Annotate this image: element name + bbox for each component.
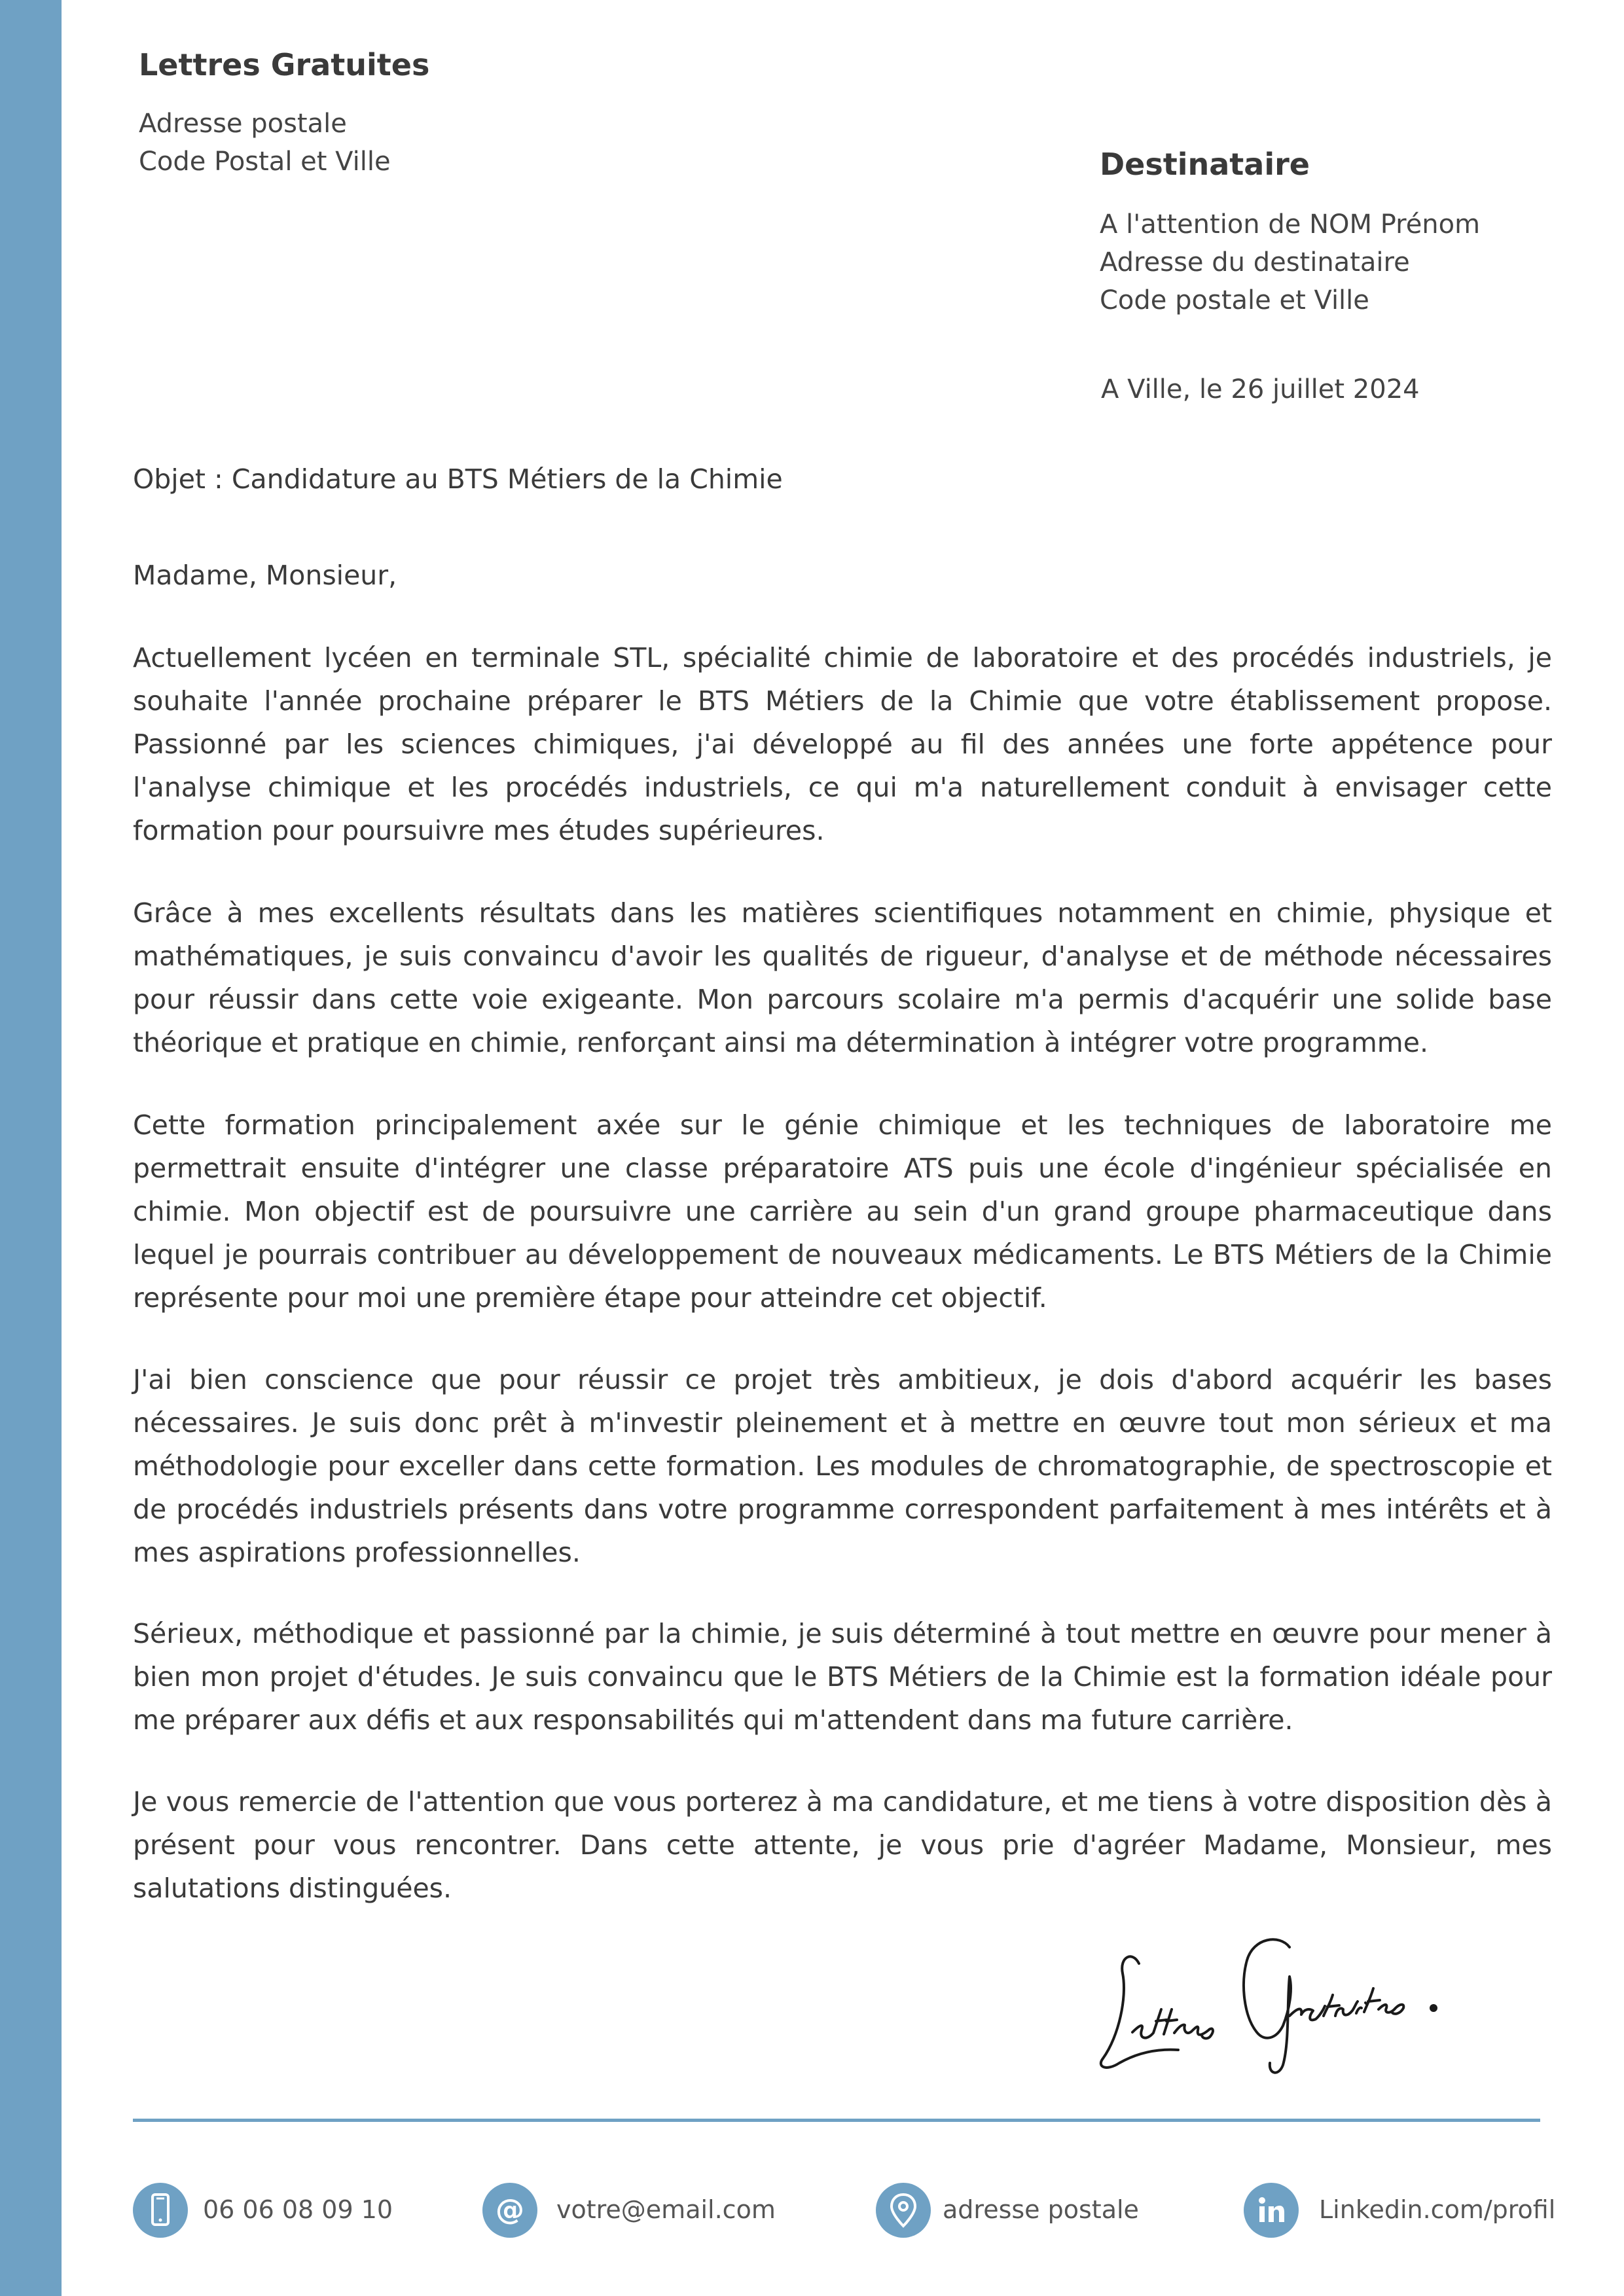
handwritten-signature xyxy=(1093,1911,1486,2081)
sender-city: Code Postal et Ville xyxy=(139,147,391,177)
recipient-title: Destinataire xyxy=(1100,147,1310,182)
sender-address: Adresse postale xyxy=(139,109,347,139)
body-paragraph-4: J'ai bien conscience que pour réussir ce projet très ambitieux, je dois d'abord acquérir les bases nécessaires. Je suis donc prêt à m'investir pleinement et à mettre en œuvre tout mon sérieux et ma méthodologie pour exceller dans cette formation. Les modules de chromatographie, de spectroscopie et de procédés industriels présents dans votre programme correspondent parfaitement à mes intérêts et à mes aspirations professionnelles. xyxy=(133,1364,1552,1568)
footer-linkedin[interactable]: Linkedin.com/profil xyxy=(1319,2195,1556,2224)
body-paragraph-3: Cette formation principalement axée sur le génie chimique et les techniques de laboratoire me permettrait ensuite d'intégrer une classe préparatoire ATS puis une école d'ingénieur spécialisée en chimie. Mon objectif est de poursuivre une carrière au sein d'un grand groupe pharmaceutique dans lequel je pourrais contribuer au développement de nouveaux médicaments. Le BTS Métiers de la Chimie représente pour moi une première étape pour atteindre cet objectif. xyxy=(133,1109,1552,1314)
phone-icon xyxy=(133,2183,188,2238)
recipient-city: Code postale et Ville xyxy=(1100,285,1369,315)
side-accent-bar xyxy=(0,0,62,2296)
svg-text:@: @ xyxy=(496,2193,524,2227)
letter-salutation: Madame, Monsieur, xyxy=(133,560,397,591)
body-paragraph-2: Grâce à mes excellents résultats dans les matières scientifiques notamment en chimie, physique et mathématiques, je suis convaincu d'avoir les qualités de rigueur, d'analyse et de méthode nécessaires pour réussir dans cette voie exigeante. Mon parcours scolaire m'a permis d'acquérir une solide base théorique et pratique en chimie, renforçant ainsi ma détermination à intégrer votre programme. xyxy=(133,897,1552,1058)
email-icon xyxy=(482,2183,537,2238)
linkedin-icon xyxy=(1244,2183,1299,2238)
footer-phone: 06 06 08 09 10 xyxy=(203,2195,393,2224)
footer-address: adresse postale xyxy=(943,2195,1139,2224)
body-paragraph-5: Sérieux, méthodique et passionné par la chimie, je suis déterminé à tout mettre en œuvre pour mener à bien mon projet d'études. Je suis convaincu que le BTS Métiers de la Chimie est la formation idéale pour me préparer aux défis et aux responsabilités qui m'attendent dans ma future carrière. xyxy=(133,1618,1552,1736)
letter-subject: Objet : Candidature au BTS Métiers de la Chimie xyxy=(133,463,783,495)
recipient-address: Adresse du destinataire xyxy=(1100,247,1410,278)
letter-date: A Ville, le 26 juillet 2024 xyxy=(1101,374,1420,404)
footer-email[interactable]: votre@email.com xyxy=(556,2195,776,2224)
body-paragraph-6: Je vous remercie de l'attention que vous porterez à ma candidature, et me tiens à votre disposition dès à présent pour vous rencontrer. Dans cette attente, je vous prie d'agréer Madame, Monsieur, mes salutations distinguées. xyxy=(133,1786,1552,1904)
recipient-attention: A l'attention de NOM Prénom xyxy=(1100,209,1481,240)
footer-divider xyxy=(133,2119,1540,2122)
sender-name: Lettres Gratuites xyxy=(139,47,430,82)
location-icon xyxy=(876,2183,931,2238)
body-paragraph-1: Actuellement lycéen en terminale STL, spécialité chimie de laboratoire et des procédés industriels, je souhaite l'année prochaine préparer le BTS Métiers de la Chimie que votre établissement propose. Passionné par les sciences chimiques, j'ai développé au fil des années une forte appétence pour l'analyse chimique et les procédés industriels, ce qui m'a naturellement conduit à envisager cette formation pour poursuivre mes études supérieures. xyxy=(133,642,1552,846)
